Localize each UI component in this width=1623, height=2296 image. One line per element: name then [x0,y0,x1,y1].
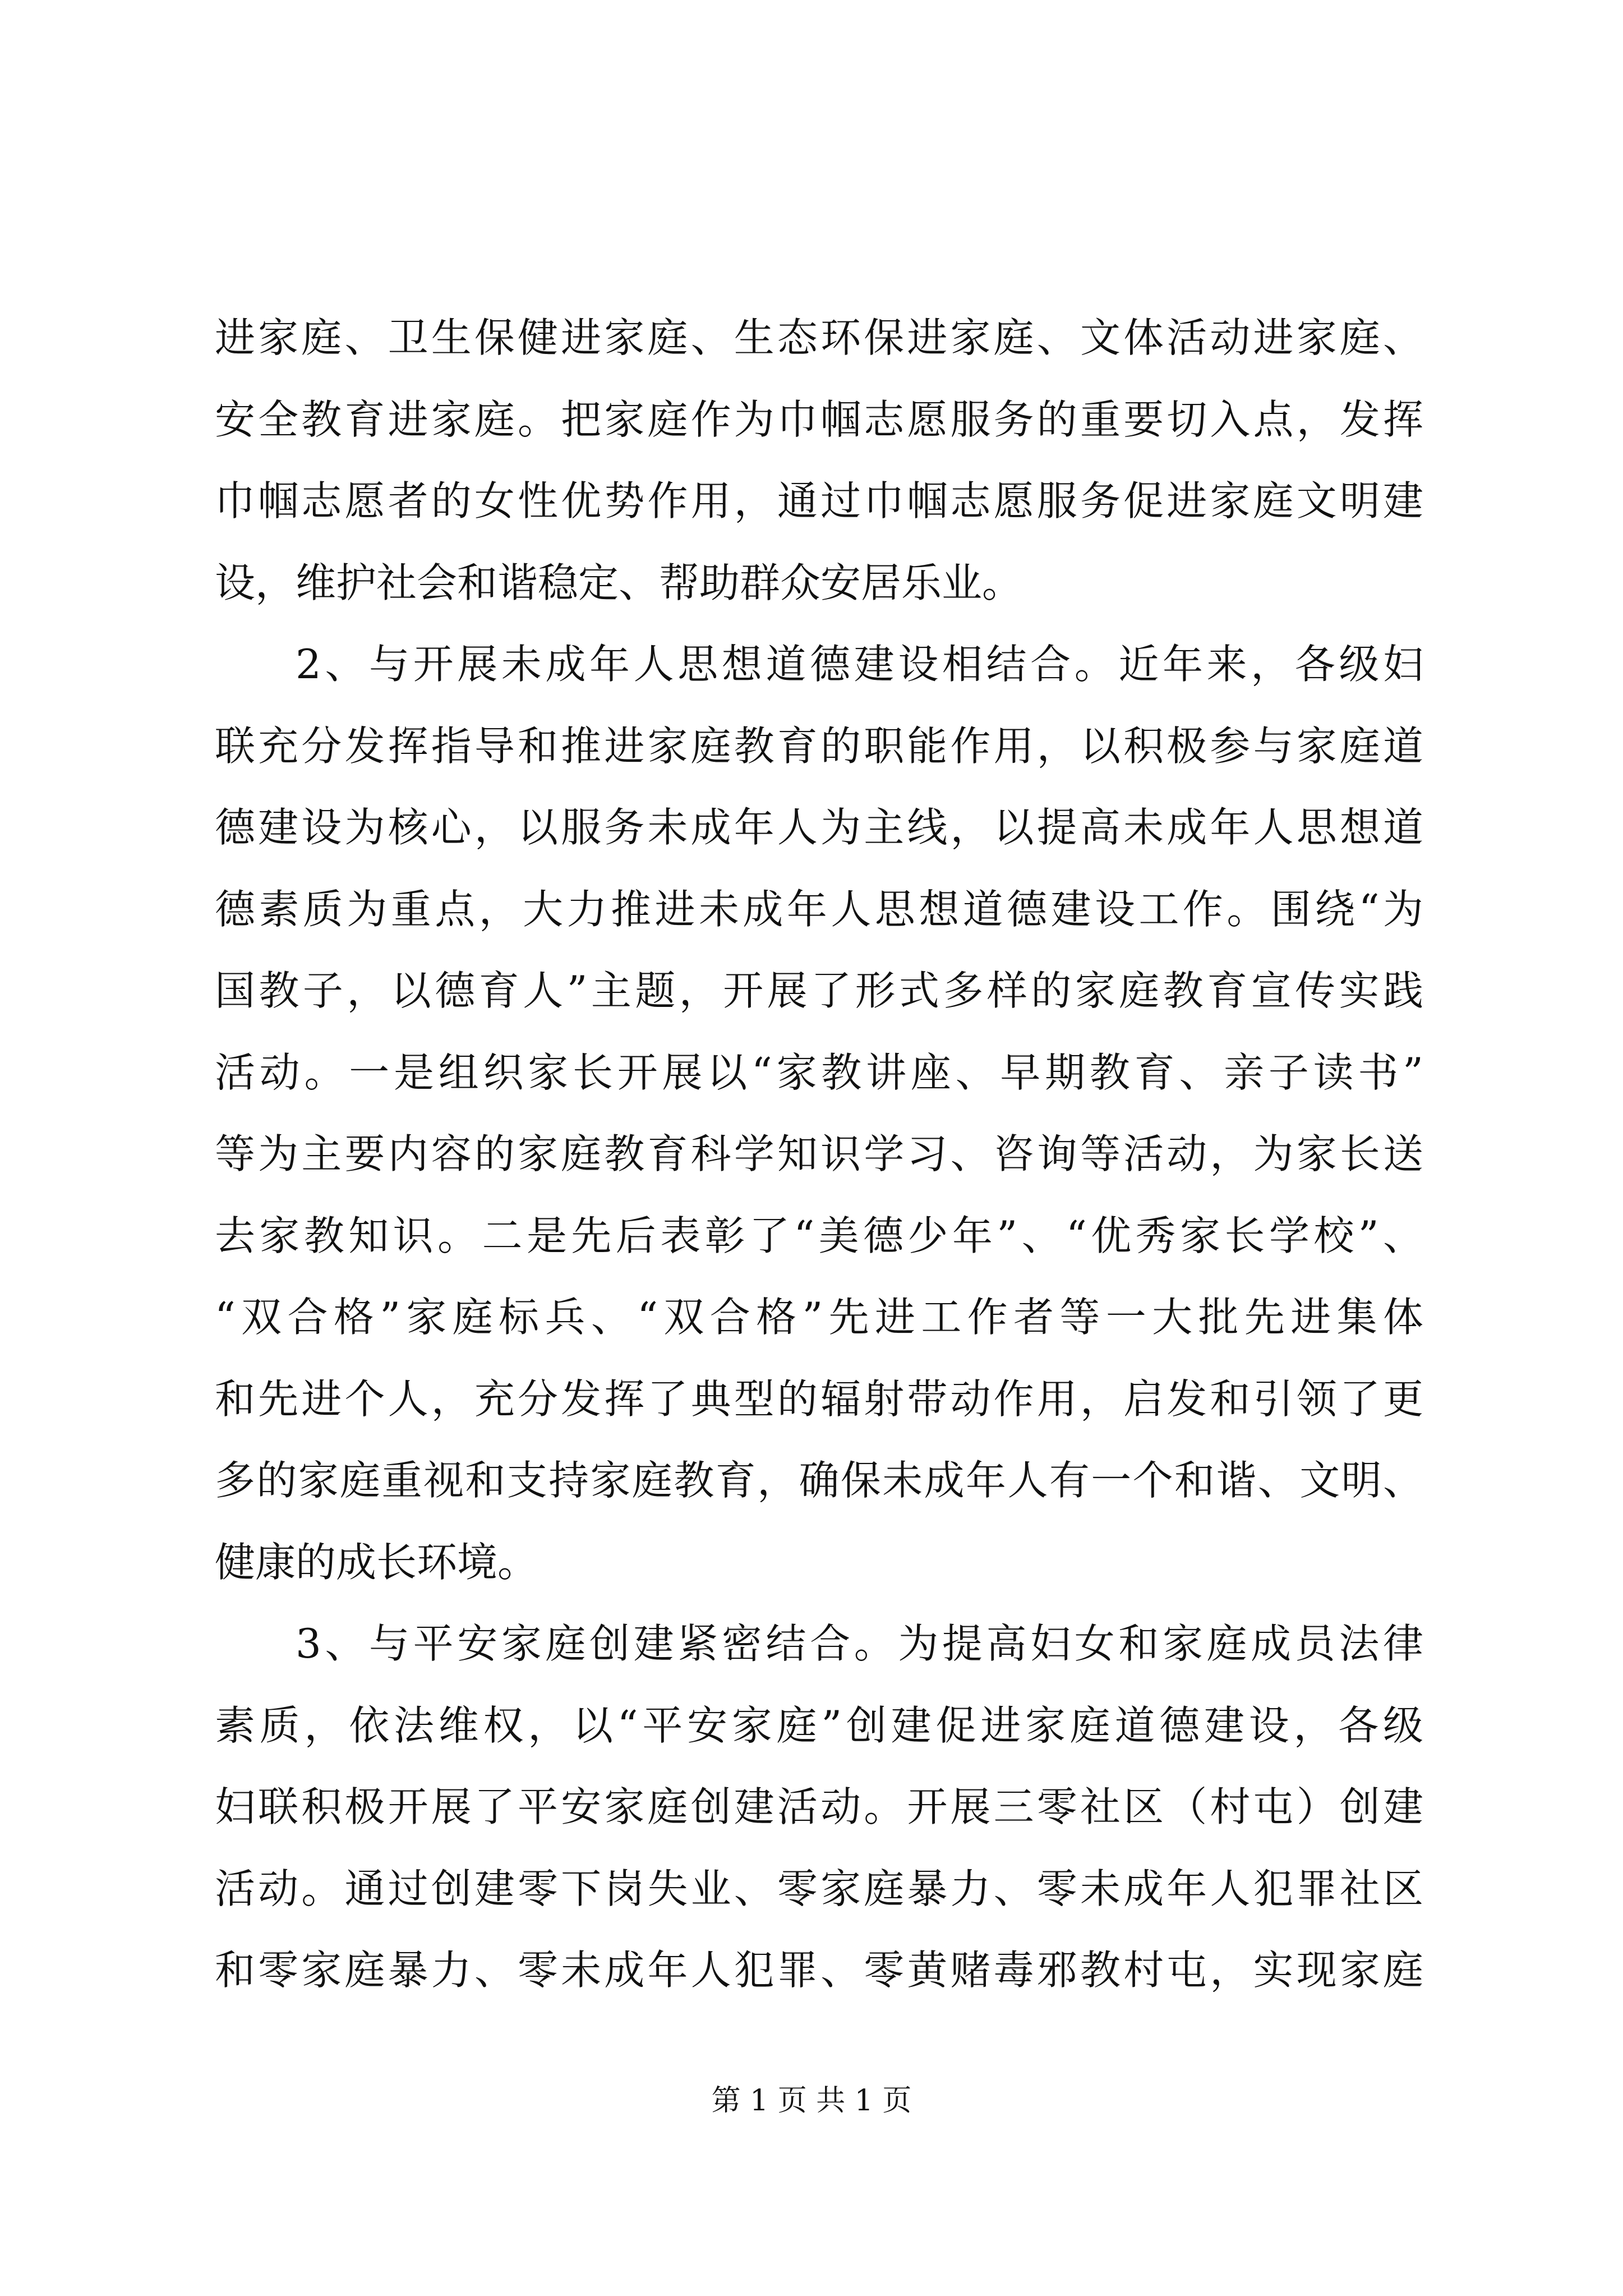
text-line: 去家教知识。二是先后表彰了“美德少年”、“优秀家长学校”、 [215,1212,1423,1259]
text-line: “双合格”家庭标兵、“双合格”先进工作者等一大批先进集体 [215,1294,1423,1341]
text-line: 活动。通过创建零下岗失业、零家庭暴力、零未成年人犯罪社区 [215,1865,1423,1912]
text-line: 德建设为核心，以服务未成年人为主线，以提高未成年人思想道 [215,804,1423,851]
page-footer [0,2078,1623,2123]
text-line: 国教子，以德育人”主题，开展了形式多样的家庭教育宣传实践 [215,967,1423,1014]
text-line: 3、与平安家庭创建紧密结合。为提高妇女和家庭成员法律 [296,1620,1423,1667]
page-number-label: 第 1 页 共 1 页 [711,2084,912,2118]
text-line: 健康的成长环境。 [215,1538,538,1586]
text-line: 巾帼志愿者的女性优势作用，通过巾帼志愿服务促进家庭文明建 [215,477,1423,524]
text-line: 2、与开展未成年人思想道德建设相结合。近年来，各级妇 [296,641,1423,688]
body-text [215,297,1423,2012]
text-line: 进家庭、卫生保健进家庭、生态环保进家庭、文体活动进家庭、 [215,314,1423,361]
text-line: 德素质为重点，大力推进未成年人思想道德建设工作。围绕“为 [215,885,1423,933]
text-line: 等为主要内容的家庭教育科学知识学习、咨询等活动，为家长送 [215,1130,1423,1177]
text-line: 和先进个人，充分发挥了典型的辐射带动作用，启发和引领了更 [215,1375,1423,1423]
text-line: 和零家庭暴力、零未成年人犯罪、零黄赌毒邪教村屯，实现家庭 [215,1947,1423,1994]
text-line: 联充分发挥指导和推进家庭教育的职能作用，以积极参与家庭道 [215,722,1423,770]
text-line: 素质，依法维权，以“平安家庭”创建促进家庭道德建设，各级 [215,1701,1423,1749]
text-line: 设，维护社会和谐稳定、帮助群众安居乐业。 [215,559,1023,606]
text-line: 多的家庭重视和支持家庭教育，确保未成年人有一个和谐、文明、 [215,1457,1423,1504]
text-line: 安全教育进家庭。把家庭作为巾帼志愿服务的重要切入点，发挥 [215,395,1423,443]
text-line: 妇联积极开展了平安家庭创建活动。开展三零社区（村屯）创建 [215,1783,1423,1830]
text-line: 活动。一是组织家长开展以“家教讲座、早期教育、亲子读书” [215,1048,1423,1096]
